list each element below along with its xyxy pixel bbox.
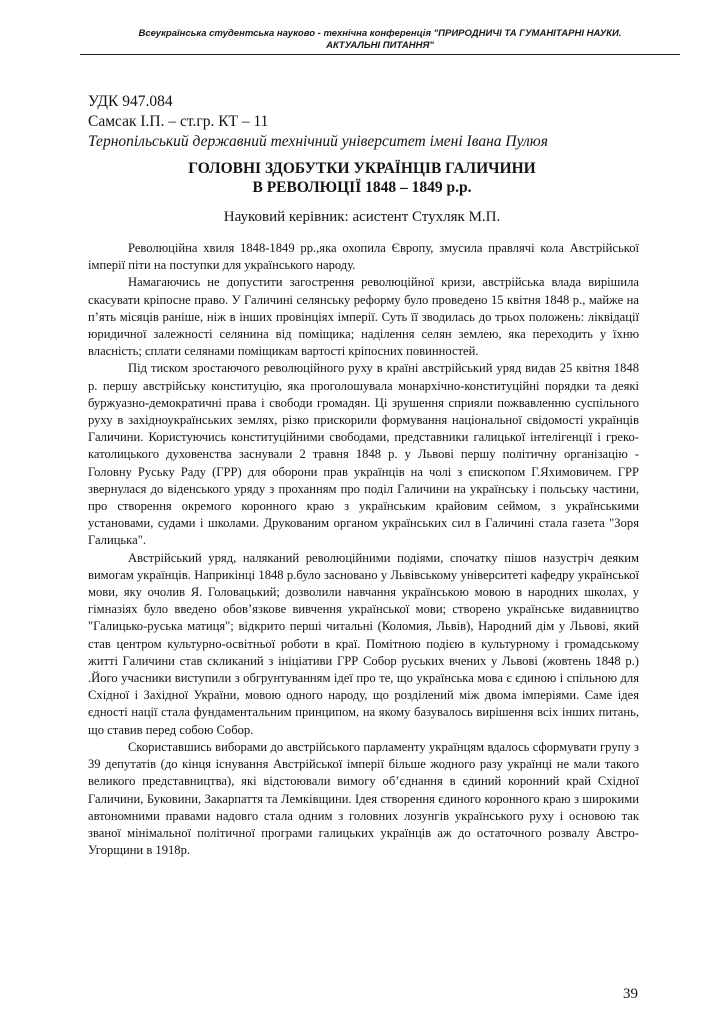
conference-header-line-2: АКТУАЛЬНІ ПИТАННЯ" [326,40,434,51]
body-paragraph: Під тиском зростаючого революційного руху в країні австрійський уряд видав 25 квітня 1848 р. першу австрійську конституцію, яка проголошувала монархічно-конституційні порядки та деякі буржуазно-демократичні права і свободи громадян. Ці зрушення сприяли пожвавленню суспільного руху в західноукраїнських землях, різко прискорили формування національної свідомості українців Галичини. Користуючись конституційними свободами, представники галицької інтелігенції і греко-католицького духовенства заснували 2 травня 1848 р. у Львові першу політичну організацію - Головну Руську Раду (ГРР) для оборони прав українців на чолі з єпископом Г.Яхимовичем. ГРР звернулася до віденського уряду з проханням про поділ Галичини на українську і польську частини, про створення окремого коронного краю з українським крайовим сеймом, з українськими установами, судами і школами. Друкованим органом українських сил в Галичині стала газета "Зоря Галицька". [88,361,639,548]
conference-header-line-1: Всеукраїнська студентська науково - технічна конференція "ПРИРОДНИЧІ ТА ГУМАНІТАРНІ НАУКИ. [138,28,622,39]
body-paragraph: Австрійський уряд, наляканий революційними подіями, спочатку пішов назустріч деяким вимогам українців. Наприкінці 1848 р.було засновано у Львівському університеті кафедру української мови, яку очолив Я. Головацький; дозволили навчання українською мовою в народних школах, у гімназіях було введено обов’язкове вивчення української мови; створено українське видавництво "Галицько-руська матиця"; відкрито перші читальні (Коломия, Львів), Народний дім у Львові, який став центром культурно-освітньої роботи в краї. Помітною подією в культурному і громадському житті Галичини став скликаний з ініціативи ГРР Собор руських вчених у Львові (жовтень 1848 р.) .Його учасники виступили з обгрунтуванням ідеї про те, що українська мова є єдиною і спільною для Східної і Західної України, мовою одного народу, що розділений між двома імперіями. Саме ідея єдності нації стала фундаментальним принципом, на якому базувалось вирішення всіх інших питань, що ставив перед собою Собор. [88,550,639,737]
supervisor-line: Науковий керівник: асистент Стухляк М.П. [223,209,501,225]
body-paragraph: Скориставшись виборами до австрійського парламенту українцям вдалось сформувати групу з 39 депутатів (до кінця існування Австрійської імперії більше жодного разу українці не мали такого великого представництва), які відстоювали вимогу об’єднання в єдиний коронний край Східної Галичини, Буковини, Закарпаття та Лемківщини. Ідея створення єдиного коронного краю з широкими автономними правами надовго стала одним з головних лозунгів українського руху і основою так званої мінімальної політичної програми галицьких українців аж до остаточного розвалу Австро-Угорщини в 1918р. [88,739,639,858]
title-line-2: В РЕВОЛЮЦІЇ 1848 – 1849 р.р. [252,179,472,196]
conference-header [80,28,680,55]
body-paragraph: Намагаючись не допустити загострення революційної кризи, австрійська влада вирішила скасувати кріпосне право. У Галичині селянську реформу було проведено 15 квітня 1848 р., майже на п’ять місяців раніше, ніж в інших провінціях імперії. Суть її зводилась до трьох положень: ліквідації юридичної залежності селянина від поміщика; наділення селян землею, яка переходить у їхню власність; сплати селянами поміщикам вартості кріпосних повинностей. [88,275,639,359]
article-meta [88,92,648,152]
udc-code: УДК 947.084 [88,93,173,110]
page-number: 39 [623,986,638,1002]
title-line-1: ГОЛОВНІ ЗДОБУТКИ УКРАЇНЦІВ ГАЛИЧИНИ [188,160,536,177]
body-paragraph: Революційна хвиля 1848-1849 рр.,яка охопила Європу, змусила правлячі кола Австрійської імперії піти на поступки для українського народу. [88,241,639,273]
article-title [100,159,624,197]
article-body [88,240,639,859]
author-line: Самсак І.П. – ст.гр. КТ – 11 [88,113,269,130]
affiliation: Тернопільський державний технічний університет імені Івана Пулюя [88,133,548,150]
